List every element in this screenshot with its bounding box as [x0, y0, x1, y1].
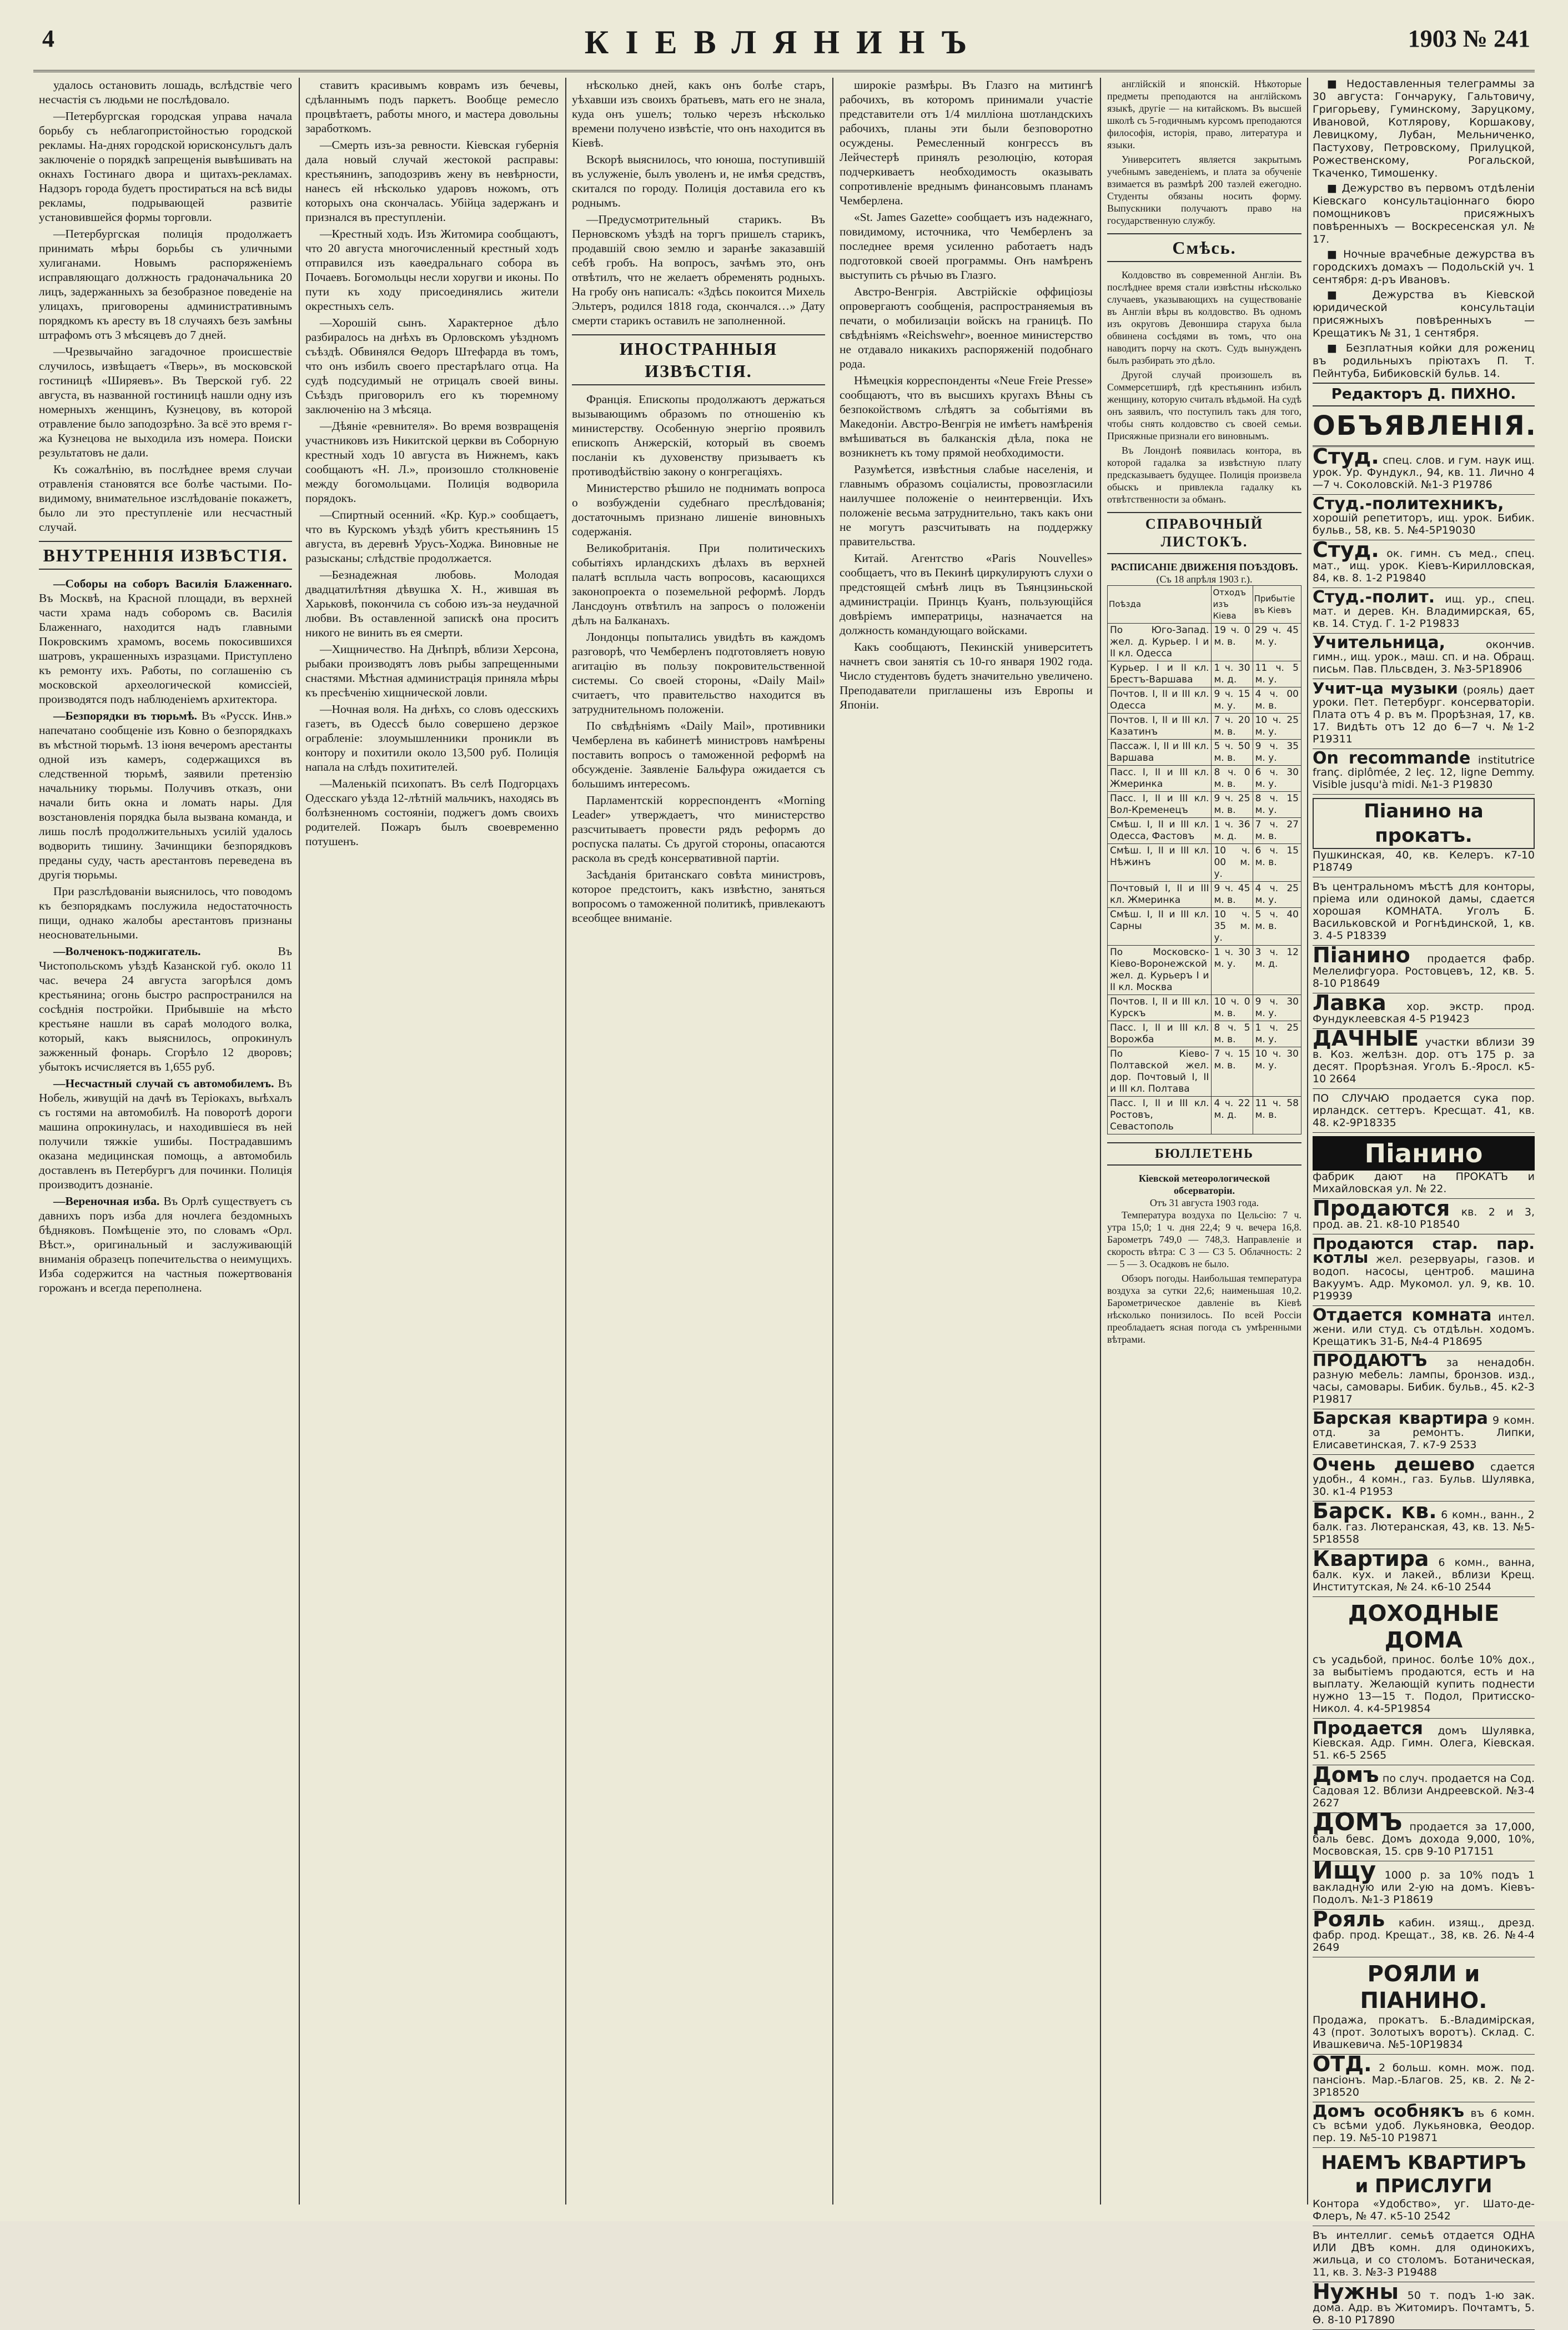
article-text: —Спиртный осенний. «Кр. Кур.» сообщаетъ, что въ Курскомъ уѣздѣ убитъ крестьянинъ 15 августа, въ деревнѣ Урусъ-Ходжа. Виновные не разысканы; слѣдствіе продолжается.: [305, 508, 559, 565]
timetable-cell: Пасс. I, II и III кл. Ростовъ, Севастополь: [1108, 1097, 1212, 1134]
timetable-cell: По Юго-Запад. жел. д. Курьер. I и II кл. Одесса: [1108, 624, 1212, 661]
article-text: Великобританія. При политическихъ событіяхъ ирландскихъ дѣлахъ въ верхней палатѣ всплыла часть вопросовъ, касающихся законопроекта о поземельной реформѣ. Лордъ Лансдоунъ отвѣтилъ на запросъ о положеніи дѣлъ на Балканахъ.: [572, 541, 825, 627]
ad-keyword: Продаются стар. пар. котлы: [1313, 1234, 1535, 1267]
article-text: Нѣмецкія корреспонденты «Neue Freie Presse» сообщаютъ, что въ высшихъ кругахъ Вѣны съ безпокойствомъ слѣдятъ за событіями въ Македоніи. Австро-Венгрія не имѣетъ намѣренія вмѣшиваться въ балканскія дѣла, пока не возникнетъ къ тому прямой необходимости.: [840, 374, 1093, 459]
article-text: —Смерть изъ-за ревности. Кіевская губернія дала новый случай жестокой расправы: крестьянинъ, заподозривъ жену въ невѣрности, нанесъ ей нѣсколько ударовъ ножомъ, отъ которыхъ она скончалась. Убійца задержанъ и признался въ преступленіи.: [305, 138, 559, 224]
article-title: —Безпорядки въ тюрьмѣ.: [53, 709, 198, 722]
timetable-row: [1108, 1021, 1301, 1047]
timetable-cell: 9 ч. 25 м. в.: [1212, 792, 1253, 818]
ad-text: ок. гимн. съ мед., спец. мат., ищ. урок. Кіевъ-Кирилловская, 84, кв. 8. 1-2 Р19840: [1313, 548, 1535, 584]
article-text: Въ Лондонѣ появилась контора, въ которой гадалка за извѣстную плату предсказываетъ будущее. Полиція произвела обыскъ и привлекла гадалку къ отвѣтственности за обманъ.: [1107, 445, 1301, 505]
article-text: ставитъ красивымъ коврамъ изъ бечевы, сдѣланнымъ подъ паркетъ. Вообще ремесло процвѣтаетъ, работы много, и мастера довольны заработкомъ.: [305, 78, 559, 135]
article-text: Австро-Венгрія. Австрійскіе оффиціозы опровергаютъ сообщенія, распространяемыя въ печати, о мобилизаціи войскъ на границѣ. По свѣдѣніямъ «Reichswehr», военное министерство не отдавало никакихъ распоряженій подобнаго рода.: [840, 285, 1093, 370]
ad-keyword: ДАЧНЫЕ: [1313, 1026, 1419, 1051]
timetable-row: [1108, 882, 1301, 908]
classified-ad: [1313, 1856, 1535, 1910]
classified-ad: [1313, 1026, 1535, 1089]
timetable-header-cell: Поѣзда: [1108, 586, 1212, 624]
ad-keyword: Барская квартира: [1313, 1409, 1488, 1428]
article-text: «St. James Gazette» сообщаетъ изъ надежнаго, повидимому, источника, что Чемберленъ за последнее время усиленно работаетъ надъ подготовкой своей программы. Онъ намѣренъ выступить съ рѣчью въ Глазго.: [840, 210, 1093, 282]
ad-text: Пушкинская, 40, кв. Келеръ. к7-10 Р18749: [1313, 849, 1535, 873]
classified-ad: [1313, 2226, 1535, 2282]
ad-text: жел. резервуары, газов. и водоп. насосы, центроб. машина Вакуумъ. Адр. Мукомол. ул. 9, кв. 10. Р19939: [1313, 1253, 1535, 1302]
issue-number: 1903 № 241: [1408, 25, 1530, 52]
timetable-cell: 6 ч. 30 м. у.: [1253, 766, 1301, 792]
bulletin-text: Температура воздуха по Цельсію: 7 ч. утра 15,0; 1 ч. дня 22,4; 9 ч. вечера 16,8. Барометръ 749,0 — 748,3. Направленіе и скорость вѣтра: С 3 — СЗ 5. Облачность: 2 — 5 — 3. Осадковъ не было.: [1107, 1209, 1301, 1269]
article-text: англійскій и японскій. Нѣкоторые предметы преподаются на англійскомъ языкѣ, другіе — на китайскомъ. Въ высшей школѣ съ 5-годичнымъ курсомъ преподаются философія, исторія, право, литература и языки.: [1107, 78, 1301, 150]
timetable-cell: Почтов. I, II и III кл. Одесса: [1108, 687, 1212, 714]
timetable-cell: 8 ч. 5 м. в.: [1212, 1021, 1253, 1047]
ad-text: продается за 17,000, баль бевс. Домъ дохода 9,000, 10%, Мосвовская, 15. срв 9-10 Р17151: [1313, 1821, 1535, 1857]
train-timetable: [1107, 585, 1301, 1134]
article-text: Въ Чистопольскомъ уѣздѣ Казанской губ. около 11 час. вечера 24 августа загорѣлся домъ крестьянина; огонь быстро распространился на сосѣднія постройки. Прибывшіе на мѣсто крестьяне нашли въ сараѣ молодого волка, который, какъ выяснилось, опрокинулъ зажженный фонарь. Сгорѣло 12 дворовъ; убытокъ исчисляется въ 1,655 руб.: [39, 945, 292, 1073]
timetable-row: [1108, 946, 1301, 995]
article-text: Въ Орлѣ существуетъ съ давнихъ поръ изба для ночлега бездомныхъ бѣдняковъ. Помѣщеніе это, по словамъ «Орл. Вѣст.», оригинальный и заслуживающій вниманія образецъ попечительства о неимущихъ. Изба содержится на частныя пожертвованія горожанъ и всегда переполнена.: [39, 1194, 292, 1294]
timetable-row: [1108, 661, 1301, 687]
ad-keyword: Піанино: [1313, 1136, 1535, 1171]
ad-text: 9 комн. отд. за ремонтъ. Липки, Елисаветинская, 7. к7-9 2533: [1313, 1414, 1535, 1451]
timetable-cell: 10 ч. 35 м. у.: [1212, 908, 1253, 946]
timetable-row: [1108, 995, 1301, 1021]
ad-text: спец. слов. и гум. наук ищ. урок. Ур. Фундукл., 94, кв. 11. Лично 4—7 ч. Соколовскій. №1-3 Р19786: [1313, 454, 1535, 491]
timetable-row: [1108, 792, 1301, 818]
ad-keyword: Домъ: [1313, 1762, 1379, 1787]
timetable-cell: Почтов. I, II и III кл. Казатинъ: [1108, 714, 1212, 740]
ad-text: домъ Шулявка, Кіевская. Адр. Гимн. Олега, Кіевская. 51. к6-5 2565: [1313, 1725, 1535, 1761]
ads-heading: ОБЪЯВЛЕНІЯ.: [1313, 406, 1535, 447]
timetable-cell: 1 ч. 36 м. д.: [1212, 818, 1253, 844]
article-text: нѣсколько дней, какъ онъ болѣе старъ, уѣхавши изъ своихъ братьевъ, мать его не знала, куда онъ ушелъ; только черезъ нѣсколько времени получено извѣстіе, что онъ находится въ Кіевѣ.: [572, 78, 825, 149]
timetable-subtitle: РАСПИСАНІЕ ДВИЖЕНІЯ ПОѢЗДОВЪ.: [1110, 561, 1298, 573]
column-1: [39, 78, 292, 2205]
timetable-cell: Почтов. I, II и III кл. Курскъ: [1108, 995, 1212, 1021]
article-text: По свѣдѣніямъ «Daily Mail», противники Чемберлена въ кабинетѣ министровъ намѣрены поставить вопросъ о таможенной реформѣ на обсужденіе. Заявленіе Бальфура ожидается съ большимъ интересомъ.: [572, 719, 825, 790]
classified-ad: [1313, 1196, 1535, 1234]
article-text: При разслѣдованіи выяснилось, что поводомъ къ безпорядкамъ послужила недостаточность пищи, однако жалобы арестантовъ признаны неосновательными.: [39, 885, 292, 941]
article-title: —Соборы на соборъ Василія Блаженнаго.: [53, 577, 292, 590]
timetable-cell: 9 ч. 30 м. у.: [1253, 995, 1301, 1021]
timetable-cell: Курьер. I и II кл. Брестъ-Варшава: [1108, 661, 1212, 687]
timetable-cell: 9 ч. 45 м. в.: [1212, 882, 1253, 908]
article-text: —Чрезвычайно загадочное происшествіе случилось, извѣщаетъ «Тверь», въ московской гостиницѣ «Ширяевъ». Въ Тверской губ. 22 августа, въ названной гостиницѣ нашли одну изъ номерныхъ женщинъ, Кузнецову, въ которой отравление было заподозрѣно. За всё это время г-жа Кузнецова не выходила изъ номера. Поиски результатовъ не дали.: [39, 345, 292, 459]
article-text: —Крестный ходъ. Изъ Житомира сообщаютъ, что 20 августа многочисленный крестный ходъ отправился изъ каѳедральнаго собора въ Почаевъ. Богомольцы несли хоругви и иконы. По пути къ ходу присоединялись жители окрестныхъ селъ.: [305, 227, 559, 313]
ad-keyword: Барск. кв.: [1313, 1499, 1437, 1523]
article-text: Колдовство въ современной Англіи. Въ послѣднее время стали извѣстны нѣсколько случаевъ, указывающихъ на существованіе въ Англіи вѣры въ колдовство. Въ одномъ изъ округовъ Девоншира старуха была обвинена сосѣдями въ томъ, что она наводитъ порчу на скотъ. Судъ вынужденъ былъ разбирать это дѣло.: [1107, 269, 1301, 366]
classified-ad: [1313, 1907, 1535, 1957]
section-heading-internal-news: ВНУТРЕННІЯ ИЗВѢСТІЯ.: [39, 541, 292, 570]
ad-text: въ 6 комн. съ всѣми удоб. Лукьяновка, Ѳеодор. пер. 19. №5-10 Р19871: [1313, 2107, 1535, 2144]
column-3: [572, 78, 825, 2205]
ad-keyword: Студ.-полит.: [1313, 587, 1435, 607]
ad-keyword: Продаются: [1313, 1196, 1450, 1221]
column-divider: [565, 78, 566, 2205]
column-divider: [1307, 78, 1308, 2205]
ad-text: по случ. продается на Сод. Садовая 12. Вблизи Андреевской. №3-4 2627: [1313, 1772, 1535, 1809]
article-text: широкіе размѣры. Въ Глазго на митингѣ рабочихъ, въ которомъ принимали участіе представители отъ 1/4 милліона шотландскихъ рабочихъ, планы эти были безповоротно осуждены. Ремесленный конгрессъ въ Лейчестерѣ принялъ резолюцію, которая подчеркиваетъ необходимость оказывать сопротивленіе вреднымъ финансовымъ планамъ Чемберлена.: [840, 78, 1093, 207]
timetable-cell: 10 ч. 00 м. у.: [1212, 844, 1253, 882]
timetable-header-cell: Отходъ изъ Кіева: [1212, 586, 1253, 624]
timetable-row: [1108, 908, 1301, 946]
ad-text: Въ интеллиг. семьѣ отдается ОДНА ИЛИ ДВѢ комн. для одинокихъ, жильца, и со столомъ. Ботаническая, 11, кв. 3. №3-3 Р19488: [1313, 2229, 1535, 2278]
article-text: Какъ сообщаютъ, Пекинскій университетъ начнетъ свои занятія съ 10-го января 1902 года. Число студентовъ будетъ значительно увеличено. Преподаватели приглашены изъ Европы и Японіи.: [840, 640, 1093, 711]
section-heading-miscellany: Смѣсь.: [1107, 233, 1301, 262]
ad-text: съ усадьбой, принос. болѣе 10% дох., за выбытіемъ продаются, есть и на выплату. Желающій купить поднести нужно 13—15 т. Подол, Притисско-Никол. 4. к4-5Р19854: [1313, 1654, 1535, 1715]
classified-ad: [1313, 1352, 1535, 1409]
article-text: Въ «Русск. Инв.» напечатано сообщеніе изъ Ковно о безпорядкахъ въ мѣстной тюрьмѣ. 13 іюня вечеромъ арестанты одной изъ камеръ, содержащихся въ следственной тюрьмѣ, заявили претензію начальнику тюрьмы. Получивъ отказъ, они начали бить окна и ломать нары. Для возстановленія порядка была вызвана команда, и лишь послѣ продолжительныхъ усилій удалось водворить тишину. Зачинщики безпорядковъ преданы суду, часть арестантовъ переведена въ другія тюрьмы.: [39, 709, 293, 881]
timetable-row: [1108, 714, 1301, 740]
timetable-row: [1108, 1097, 1301, 1134]
article-text: —Предусмотрительный старикъ. Въ Перновскомъ уѣздѣ на торгъ пришелъ старикъ, продавшій свою землю и заранѣе заказавшій себѣ гробъ. На вопросъ, зачѣмъ это, онъ отвѣтилъ, что не желаетъ обременять родныхъ. На гробу онъ написалъ: «Здѣсь покоится Михель Эльтеръ, родился 1818 года, скончался…» Дату смерти старикъ оставилъ не заполненной.: [572, 213, 825, 327]
timetable-row: [1108, 687, 1301, 714]
classified-ad: [1313, 795, 1535, 877]
ad-text: за ненадобн. разную мебель: лампы, бронзов. изд., часы, самовары. Бибик. бульв., 45. к2-3 Р19817: [1313, 1357, 1535, 1405]
timetable-cell: По Кіево-Полтавской жел. дор. Почтовый I, II и III кл. Полтава: [1108, 1047, 1212, 1097]
ad-keyword: ПРОДАЮТЪ: [1313, 1351, 1428, 1370]
notice-duty: ■ Безплатныя койки для рожениц въ родильныхъ пріютахъ П. Т. Пейнтуба, Бибиковскій бульв. 14.: [1313, 342, 1535, 380]
article-title: —Вереночная изба.: [53, 1194, 160, 1208]
timetable-cell: 5 ч. 50 м. в.: [1212, 740, 1253, 766]
classified-ad: [1313, 1957, 1535, 2055]
ad-keyword: Лавка: [1313, 991, 1386, 1015]
ad-keyword: Очень дешево: [1313, 1454, 1475, 1475]
classified-ad: [1313, 1808, 1535, 1861]
ad-text: 2 больш. комн. мож. под. пансіонъ. Мар.-Благов. 25, кв. 2. №2-3Р18520: [1313, 2062, 1535, 2098]
article-text: удалось остановить лошадь, вслѣдствіе чего несчастія съ людьми не послѣдовало.: [39, 78, 292, 106]
classified-ad: [1313, 679, 1535, 749]
classified-ad: [1313, 634, 1535, 679]
ad-text: 1000 р. за 10% подъ 1 вакладную или 2-ую на домъ. Кіевъ-Подолъ. №1-3 Р18619: [1313, 1869, 1535, 1906]
column-divider: [1100, 78, 1101, 2205]
notice-telegrams: ■ Недоставленныя телеграммы за 30 августа: Гончаруку, Гальтовичу, Григорьеву, Гуминскому, Заруцкому, Ивановой, Котлярову, Коршакову, Левицкому, Лубан, Мельниченко, Пастухову, Петровскому, Прилуцкой, Рожественскому, Рогальской, Ткаченко, Тимошенку.: [1313, 78, 1535, 179]
ad-keyword: On recommande: [1313, 749, 1471, 768]
article-text: —Петербургская полиція продолжаетъ принимать мѣры борьбы съ уличными хулиганами. Новымъ распоряженіемъ исправляющаго должность градоначальника 20 лицъ, задержанныхъ за безобразное поведеніе на улицахъ, приговорены административнымъ порядкомъ къ аресту въ 18 случаяхъ безъ замѣны штрафомъ отъ 3 мѣсяцевъ до 7 дней.: [39, 227, 292, 342]
timetable-cell: Почтовый I, II и III кл. Жмеринка: [1108, 882, 1212, 908]
timetable-cell: 4 ч. 22 м. д.: [1212, 1097, 1253, 1134]
timetable-cell: Смѣш. I, II и III кл. Одесса, Фастовъ: [1108, 818, 1212, 844]
timetable-date: (Съ 18 апрѣля 1903 г.).: [1156, 574, 1253, 585]
classified-ad: [1313, 1089, 1535, 1133]
column-divider: [299, 78, 300, 2205]
article-title: —Несчастный случай съ автомобилемъ.: [53, 1077, 274, 1090]
ad-text: сдается удобн., 4 комн., газ. Бульв. Шулявка, 30. к1-4 Р1953: [1313, 1461, 1535, 1498]
timetable-cell: Пасс. I, II и III кл. Вол-Кременецъ: [1108, 792, 1212, 818]
ad-text: institutrice franç. diplômée, 2 leç. 12, ligne Demmy. Visible jusqu'à midi. №1-3 Р19830: [1313, 754, 1535, 791]
timetable-cell: Пассаж. I, II и III кл. Варшава: [1108, 740, 1212, 766]
article-text: —Петербургская городская управа начала борьбу съ неблагопристойностью городской рекламы. На-днях городской юрисконсультъ далъ заключеніе о порядкѣ запрещенія вывѣшивать на окнахъ Гостинаго двора и щитахъ-рекламах. Надзоръ города будетъ простираться на всѣ виды рекламы, подрывающей развитіе установившейся формы торговли.: [39, 109, 292, 224]
classified-ad: [1313, 2279, 1535, 2330]
timetable-row: [1108, 844, 1301, 882]
timetable-cell: Пасс. I, II и III кл. Жмеринка: [1108, 766, 1212, 792]
ad-keyword: Домъ особнякъ: [1313, 2102, 1465, 2121]
ad-text: ПО СЛУЧАЮ продается сука пор. ирландск. сеттеръ. Кресщат. 41, кв. 48. к2-9Р18335: [1313, 1092, 1535, 1129]
timetable-cell: 1 ч. 30 м. у.: [1212, 946, 1253, 995]
notice-duty: ■ Ночные врачебные дежурства въ городскихъ домахъ — Подольскій уч. 1 сентября: д-ръ Ивановъ.: [1313, 248, 1535, 286]
timetable-cell: 4 ч. 00 м. в.: [1253, 687, 1301, 714]
article-text: Къ сожалѣнію, въ послѣднее время случаи отравленія становятся все болѣе частыми. По-видимому, внимательное изслѣдованіе покажетъ, было ли это преступленіе или несчастный случай.: [39, 463, 292, 534]
ad-keyword: Студ.: [1313, 444, 1379, 469]
ad-text: интел. жени. или студ. съ отдѣльн. ходомъ. Крещатикъ 31-Б, №4-4 Р18695: [1313, 1311, 1535, 1348]
ad-keyword: Піанино: [1313, 943, 1410, 967]
classified-ad: [1313, 495, 1535, 540]
timetable-cell: 19 ч. 0 м. в.: [1212, 624, 1253, 661]
article-text: —Дѣяніе «ревнителя». Во время возвращенія участниковъ изъ Никитской церкви въ Соборную крестный ходъ 10 августа въ Нижнемъ, какъ сообщаютъ «Н. Л.», произошло столкновеніе между богомольцами. Полиція водворила порядокъ.: [305, 419, 559, 505]
classified-ad: [1313, 1499, 1535, 1549]
timetable-cell: 3 ч. 12 м. д.: [1253, 946, 1301, 995]
column-2: [305, 78, 559, 2205]
classified-ad: [1313, 588, 1535, 634]
classified-ad: [1313, 1455, 1535, 1502]
article-text: Разумѣется, извѣстныя слабые населенія, и главнымъ образомъ соціалисты, провозгласили наилучшее положеніе о неинтервенціи. Ихъ положеніе весьма затруднительно, такъ какъ они не могутъ разсчитывать на поддержку правительства.: [840, 463, 1093, 548]
bulletin-heading: БЮЛЛЕТЕНЬ: [1107, 1142, 1301, 1166]
ad-keyword: Нужны: [1313, 2279, 1399, 2304]
article-title: —Волченокъ-поджигатель.: [53, 945, 201, 958]
article-text: Другой случай произошелъ въ Соммерсетширѣ, гдѣ крестьянинъ избилъ женщину, которую считалъ вѣдьмой. На судѣ онъ заявилъ, что поступилъ такъ для того, чтобы снять колдовство съ своей семьи. Присяжные признали его виновнымъ.: [1107, 369, 1301, 441]
ad-keyword: ДОХОДНЫЕ ДОМА: [1348, 1601, 1500, 1653]
ad-text: Въ центральномъ мѣстѣ для конторы, пріема или одинокой дамы, сдается хорошая КОМНАТА. Уголъ Б. Васильковской и Рогнѣдинской, 1, кв. 3. 4-5 Р18339: [1313, 881, 1535, 942]
timetable-cell: 7 ч. 20 м. в.: [1212, 714, 1253, 740]
section-heading-foreign-news: ИНОСТРАННЫЯ ИЗВѢСТІЯ.: [572, 334, 825, 385]
timetable-cell: 10 ч. 25 м. у.: [1253, 714, 1301, 740]
ad-keyword: Квартира: [1313, 1546, 1429, 1571]
article-text: —Хорошій сынъ. Характерное дѣло разбиралось на днѣхъ въ Орловскомъ уѣздномъ съѣздѣ. Обвинялся Ѳедоръ Штефарда въ томъ, что онъ избилъ своего престарѣлаго отца. На судѣ подсудимый не отрицалъ своей вины. Съѣздъ приговорилъ его къ тюремному заключенію на 3 мѣсяца.: [305, 316, 559, 416]
timetable-cell: Смѣш. I, II и III кл. Сарны: [1108, 908, 1212, 946]
ad-text: продается фабр. Мелелифгуора. Ростовцевъ, 12, кв. 5. 8-10 Р18649: [1313, 953, 1535, 990]
classified-ad: [1313, 993, 1535, 1029]
classified-ad: [1313, 877, 1535, 946]
article-text: —Ночная воля. На днѣхъ, со словъ одесскихъ газетъ, въ Одессѣ было совершено дерзкое ограбленіе: злоумышленники проникли въ контору и похитили около 13,500 руб. Полиція напала на слѣдъ похитителей.: [305, 702, 559, 774]
article-text: Въ Москвѣ, на Красной площади, въ верхней части храма надъ соборомъ св. Василія Блаженнаго, находится надъ главными Покровскимъ храмомъ, восемь покосившихся шатровъ, украшенныхъ изразцами. Приступлено къ ремонту ихъ. Работы, по соглашенію съ московской археологической комиссіей, производятся подъ наблюденіемъ архитектора.: [39, 591, 292, 706]
classified-ad: [1313, 2102, 1535, 2148]
timetable-cell: 7 ч. 15 м. в.: [1212, 1047, 1253, 1097]
timetable-cell: 7 ч. 27 м. в.: [1253, 818, 1301, 844]
article-text: Вскорѣ выяснилось, что юноша, поступившій въ услуженіе, былъ уволенъ и, не имѣя средствъ, скитался по городу. Полиція доставила его къ роднымъ.: [572, 153, 825, 209]
editor-line: Редакторъ Д. ПИХНО.: [1313, 383, 1535, 406]
classified-ad: [1313, 1133, 1535, 1199]
timetable-cell: 8 ч. 15 м. у.: [1253, 792, 1301, 818]
classified-ad: [1313, 943, 1535, 993]
newspaper-title: КІЕВЛЯНИНЪ: [584, 24, 984, 61]
article-text: —Хищничество. На Днѣпрѣ, вблизи Херсона, рыбаки производятъ ловъ рыбы запрещенными снастями. Мѣстная администрація приняла мѣры къ пресѣченію хищнической ловли.: [305, 642, 559, 699]
article-text: Парламентскій корреспондентъ «Morning Leader» утверждаетъ, что министерство разсчитываетъ провести рядъ реформъ до роспуска палаты. Съ другой стороны, опасаются раскола въ средѣ консервативной партіи.: [572, 794, 825, 865]
timetable-cell: По Московско-Кіево-Воронежской жел. д. Курьеръ I и II кл. Москва: [1108, 946, 1212, 995]
column-5: [1107, 78, 1301, 2205]
timetable-cell: 11 ч. 58 м. в.: [1253, 1097, 1301, 1134]
ad-text: хор. экстр. прод. Фундуклеевская 4-5 Р19423: [1313, 1001, 1535, 1025]
classified-ad: [1313, 749, 1535, 795]
ad-keyword: Студ.: [1313, 538, 1379, 562]
classified-ad: [1313, 2052, 1535, 2102]
article-text: Лондонцы попытались увидѣть въ каждомъ разговорѣ, что Чемберленъ подготовляетъ новую агитацію въ пользу покровительственной системы. Со своей стороны, «Daily Mail» считаетъ, что правительство находится въ затруднительномъ положеніи.: [572, 630, 825, 716]
article-text: —Маленькій психопатъ. Въ селѣ Подгорцахъ Одесскаго уѣзда 12-лѣтній мальчикъ, находясь въ болѣзненномъ состояніи, поджегъ домъ своихъ родителей. Пожаръ былъ своевременно потушенъ.: [305, 777, 559, 848]
ad-text: ищ. ур., спец. мат. и дерев. Кн. Владимирская, 65, кв. 14. Студ. Г. 1-2 Р19833: [1313, 593, 1535, 630]
masthead: [33, 21, 1535, 72]
classified-ad: [1313, 540, 1535, 588]
column-4: [840, 78, 1093, 2205]
ad-text: фабрик дают на ПРОКАТЪ и Михайловская ул. № 22.: [1313, 1171, 1535, 1195]
timetable-cell: Смѣш. I, II и III кл. Нѣжинъ: [1108, 844, 1212, 882]
classified-ad: [1313, 1597, 1535, 1719]
bulletin-date: Отъ 31 августа 1903 года.: [1149, 1197, 1259, 1208]
classified-ad: [1313, 1546, 1535, 1597]
ad-keyword: НАЕМЪ КВАРТИРЪ и ПРИСЛУГИ: [1321, 2152, 1526, 2197]
ad-text: 6 комн., ванн., 2 балк. газ. Лютеранская, 43, кв. 13. №5-5Р18558: [1313, 1509, 1535, 1545]
ad-keyword: Рояль: [1313, 1907, 1385, 1931]
article-text: Университетъ является закрытымъ учебнымъ заведеніемъ, и плата за обученіе взимается въ размѣрѣ 200 таэлей ежегодно. Студенты обязаны носить форму. Выпускники получаютъ право на государственную службу.: [1107, 154, 1301, 226]
timetable-cell: 8 ч. 0 м. в.: [1212, 766, 1253, 792]
classified-ad: [1313, 2148, 1535, 2226]
ad-keyword: РОЯЛИ и ПІАНИНО.: [1360, 1961, 1487, 2013]
ad-text: участки вблизи 39 в. Коз. желѣзн. дор. отъ 175 р. за десят. Прорѣзная. Уголъ Б.-Яросл. к5-10 2664: [1313, 1036, 1535, 1085]
ad-text: кв. 2 и 3, прод. ав. 21. к8-10 Р18540: [1313, 1206, 1535, 1231]
ad-text: кабин. изящ., дрезд. фабр. прод. Крещат., 38, кв. 26. №4-4 2649: [1313, 1917, 1535, 1954]
classified-ad: [1313, 1762, 1535, 1813]
classified-ad: [1313, 1234, 1535, 1306]
timetable-cell: 29 ч. 45 м. у.: [1253, 624, 1301, 661]
reference-sheet-heading: СПРАВОЧНЫЙ ЛИСТОКЪ.: [1107, 512, 1301, 554]
ad-text: 6 комн., ванна, балк. кух. и лакей., вблизи Крещ. Институтская, № 24. к6-10 2544: [1313, 1556, 1535, 1593]
ad-keyword: ОТД.: [1313, 2052, 1372, 2076]
ad-text: (рояль) дает уроки. Пет. Петербург. консерваторіи. Плата отъ 4 р. въ м. Прорѣзная, 17, кв. 17. Видѣть отъ 12 до 6—7 ч. №1-2 Р19311: [1313, 684, 1535, 745]
article-text: Министерство рѣшило не поднимать вопроса о возбужденіи судебнаго преслѣдованія; достаточнымъ признано лишеніе виновныхъ содержанія.: [572, 481, 825, 538]
article-text: —Безнадежная любовь. Молодая двадцатилѣтняя дѣвушка Х. Н., жившая въ Харьковѣ, покончила съ собою изъ-за неудачной любви. Въ оставленной запискѣ она проситъ никого не винить въ ея смерти.: [305, 568, 559, 639]
timetable-row: [1108, 624, 1301, 661]
ad-keyword: Отдается комната: [1313, 1305, 1492, 1325]
column-divider: [832, 78, 833, 2205]
notice-duty: ■ Дежурство въ первомъ отдѣленіи Кіевскаго консультаціоннаго бюро помощниковъ присяжныхъ повѣренныхъ — Воскресенская ул. № 17.: [1313, 182, 1535, 245]
ad-keyword: Ищу: [1313, 1856, 1376, 1885]
article-text: Въ Нобель, живущій на дачѣ въ Терiокахъ, выѣхалъ съ гостями на автомобилѣ. На поворотѣ дороги машина опрокинулась, и находившіеся въ ней получили тяжкіе ушибы. Пострадавшимъ оказана медицинская помощь, а автомобиль доставленъ въ Петербургъ для починки. Полиція производитъ дознаніе.: [39, 1077, 292, 1191]
timetable-row: [1108, 818, 1301, 844]
ad-text: хорошій репетиторъ, ищ. урок. Бибик. бульв., 58, кв. 5. №4-5Р19030: [1313, 512, 1535, 536]
timetable-cell: 1 ч. 30 м. д.: [1212, 661, 1253, 687]
article-text: Китай. Агентство «Paris Nouvelles» сообщаетъ, что въ Пекинѣ циркулируютъ слухи о предстоящей смѣнѣ лицъ въ Тьянцзиньской администраціи. Принцъ Куанъ, пользующійся довѣріемъ императрицы, назначается на должность командующаго войсками.: [840, 551, 1093, 637]
ad-text: Продажа, прокатъ. Б.-Владимірская, 43 (прот. Золотыхъ воротъ). Склад. С. Ивашкевича. №5-10Р19834: [1313, 2014, 1535, 2051]
timetable-cell: 1 ч. 25 м. у.: [1253, 1021, 1301, 1047]
timetable-cell: 6 ч. 15 м. в.: [1253, 844, 1301, 882]
bulletin-subtitle: Кіевской метеорологической обсерваторіи.: [1138, 1173, 1270, 1196]
bulletin-text: Обзоръ погоды. Наибольшая температура воздуха за сутки 22,6; наименьшая 10,2. Барометрическое давленіе въ Кіевѣ нѣсколько понизилось. По всей Россіи преобладаетъ ясная погода съ умѣренными вѣтрами.: [1107, 1273, 1301, 1345]
timetable-cell: 10 ч. 0 м. в.: [1212, 995, 1253, 1021]
column-6-classifieds: [1313, 78, 1537, 2326]
ad-text: 50 т. подъ 1-ю зак. дома. Адр. въ Житомиръ. Почтамтъ, 5. Ѳ. 8-10 Р17890: [1313, 2289, 1535, 2326]
classified-ad: [1313, 1409, 1535, 1455]
ad-keyword: Учительница,: [1313, 633, 1446, 652]
article-text: Засѣданія британскаго совѣта министровъ, которое предстоитъ, какъ извѣстно, заняться вопросомъ о таможенной политикѣ, привлекаютъ всеобщее вниманіе.: [572, 868, 826, 925]
notice-duty: ■ Дежурства въ Кіевской юридической консультаціи присяжныхъ повѣренныхъ — Крещатикъ № 31, 1 сентября.: [1313, 289, 1535, 339]
ad-keyword: ДОМЪ: [1313, 1808, 1403, 1836]
classified-ad: [1313, 1719, 1535, 1765]
timetable-row: [1108, 766, 1301, 792]
timetable-cell: 9 ч. 15 м. у.: [1212, 687, 1253, 714]
timetable-cell: 11 ч. 5 м. у.: [1253, 661, 1301, 687]
timetable-cell: Пасс. I, II и III кл. Ворожба: [1108, 1021, 1212, 1047]
ad-keyword: Учит-ца музыки: [1313, 679, 1458, 697]
classified-ad: [1313, 444, 1535, 495]
timetable-cell: 9 ч. 35 м. у.: [1253, 740, 1301, 766]
timetable-row: [1108, 1047, 1301, 1097]
timetable-cell: 4 ч. 25 м. у.: [1253, 882, 1301, 908]
article-text: Франція. Епископы продолжаютъ держаться вызывающимъ образомъ по отношенію къ министерству. Особенную энергію проявилъ епископъ Анжерскій, который въ своемъ посланіи къ духовенству призываетъ къ противодѣйствію закону о конгрегаціяхъ.: [572, 393, 825, 478]
page-number: 4: [42, 25, 54, 52]
ad-text: Контора «Удобство», уг. Шато-де-Флеръ, № 47. к5-10 2542: [1313, 2198, 1535, 2222]
timetable-cell: 5 ч. 40 м. в.: [1253, 908, 1301, 946]
classified-ad: [1313, 1306, 1535, 1352]
timetable-header-cell: Прибытіе въ Кіевъ: [1253, 586, 1301, 624]
ad-keyword: Піанино на прокатъ.: [1313, 798, 1535, 849]
ad-keyword: Студ.-политехникъ,: [1313, 494, 1504, 514]
timetable-cell: 10 ч. 30 м. у.: [1253, 1047, 1301, 1097]
ad-text: окончив. гимн., ищ. урок., маш. сп. и на. Обращ. письм. Пав. Пльсвден, 3. №3-5Р18906: [1313, 639, 1535, 675]
timetable-row: [1108, 740, 1301, 766]
ad-keyword: Продается: [1313, 1718, 1423, 1739]
